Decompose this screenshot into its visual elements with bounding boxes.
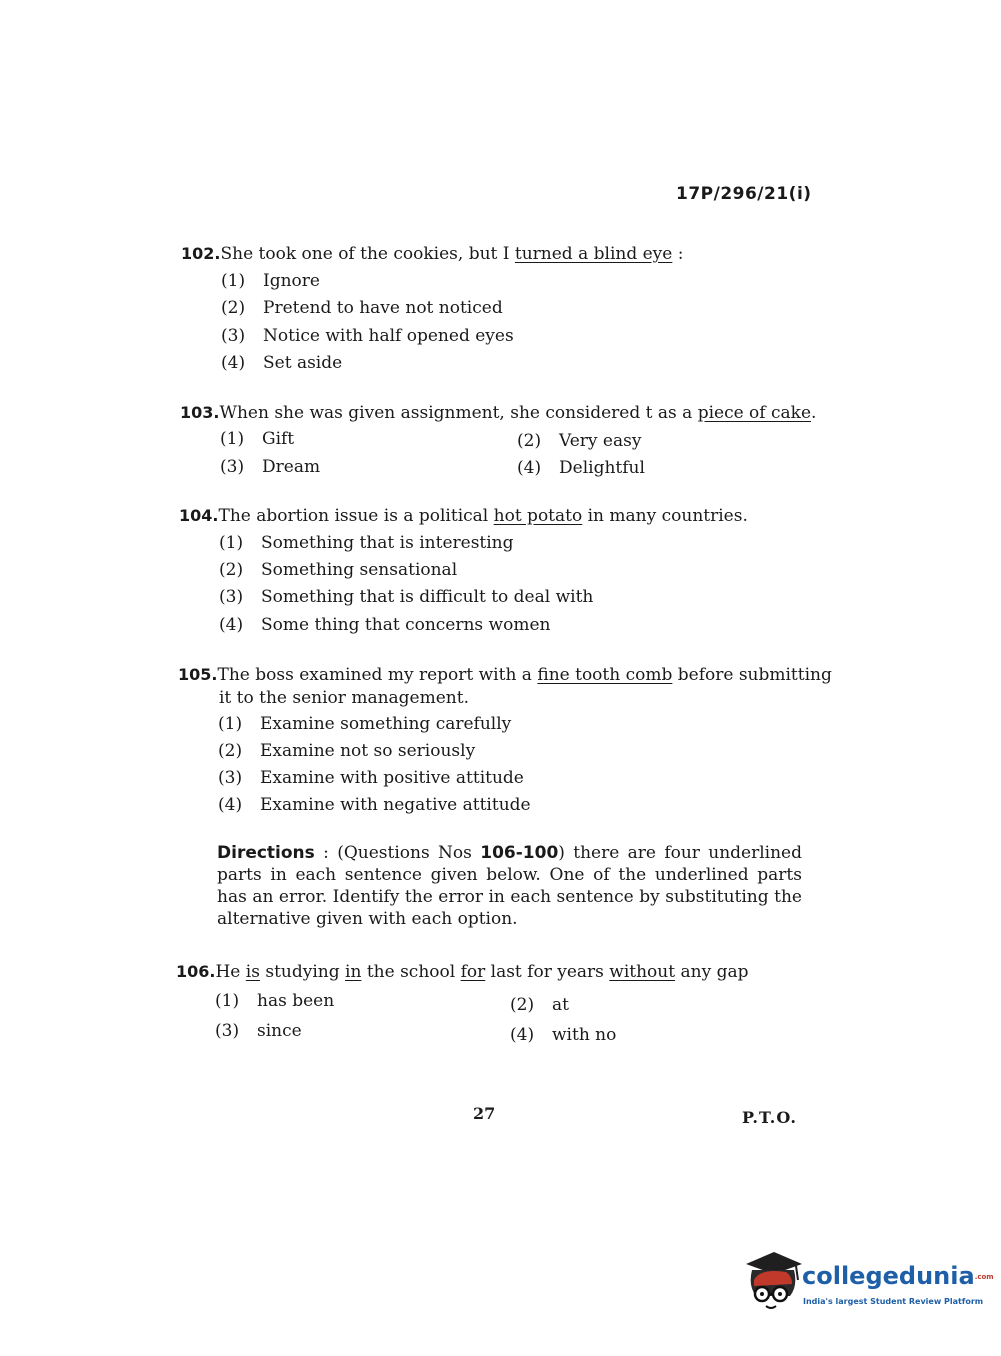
option-3: [220, 456, 320, 478]
question-number: 103.: [180, 403, 220, 422]
option-1: [218, 713, 511, 735]
option-text: Examine with negative attitude: [260, 795, 531, 815]
option-number: (1): [218, 714, 243, 734]
option-text: Notice with half opened eyes: [263, 326, 514, 346]
option-text: Set aside: [263, 353, 343, 373]
question-105-line-2: it to the senior management.: [219, 688, 469, 708]
question-number: 104.: [179, 506, 219, 525]
question-text-end: in many countries.: [582, 506, 748, 526]
question-number: 106.: [176, 962, 216, 981]
option-text: Some thing that concerns women: [261, 615, 551, 635]
underlined-phrase: fine tooth comb: [537, 665, 673, 685]
option-text: at: [552, 995, 569, 1015]
option-number: (3): [218, 768, 243, 788]
option-text: has been: [257, 991, 335, 1011]
question-text: She took one of the cookies, but I: [220, 244, 515, 264]
option-3: [219, 586, 593, 608]
option-number: (1): [215, 991, 240, 1011]
question-text-end: before submitting: [672, 665, 832, 685]
option-number: (1): [221, 271, 246, 291]
underlined-phrase: piece of cake: [697, 403, 812, 423]
directions-range: 106-100: [480, 843, 559, 863]
question-text-end: .: [811, 403, 817, 423]
option-text: Something that is interesting: [261, 533, 514, 553]
underlined-part-c: for: [460, 962, 486, 982]
question-number: 102.: [181, 244, 221, 263]
option-number: (3): [220, 457, 245, 477]
option-text: with no: [552, 1025, 617, 1045]
option-4: [517, 457, 645, 479]
option-text: Ignore: [263, 271, 320, 291]
page-number: 27: [473, 1104, 496, 1123]
question-105: [178, 664, 832, 686]
option-1: [221, 270, 320, 292]
directions-text: ) there are four underlined parts in each sentence given below. One of the underlined parts has an error. Identify the error in each sentence by substituting the alternative given with each option.: [217, 843, 803, 929]
underlined-phrase: turned a blind eye: [514, 244, 673, 264]
option-number: (3): [215, 1021, 240, 1041]
underlined-phrase: hot potato: [493, 506, 583, 526]
option-text: Something that is difficult to deal with: [261, 587, 594, 607]
option-4: [219, 614, 550, 636]
question-text: When she was given assignment, she considered t as a: [219, 403, 698, 423]
option-text: Pretend to have not noticed: [263, 298, 503, 318]
option-3: [221, 325, 514, 347]
option-3: [218, 767, 524, 789]
option-number: (1): [219, 533, 244, 553]
option-2: [517, 430, 641, 452]
option-number: (3): [221, 326, 246, 346]
option-number: (3): [219, 587, 244, 607]
question-text-end: :: [672, 244, 684, 264]
question-text: the school: [361, 962, 461, 982]
directions: [217, 842, 802, 930]
underlined-part-b: in: [345, 962, 362, 982]
question-text: The abortion issue is a political: [218, 506, 494, 526]
question-102: [181, 243, 684, 265]
question-text: last for years: [485, 962, 610, 982]
option-text: since: [257, 1021, 302, 1041]
option-number: (4): [517, 458, 542, 478]
question-103: [180, 402, 816, 424]
option-text: Gift: [262, 429, 295, 449]
option-number: (2): [219, 560, 244, 580]
option-3: [215, 1020, 302, 1042]
underlined-part-a: is: [245, 962, 260, 982]
option-1: [219, 532, 514, 554]
option-number: (2): [221, 298, 246, 318]
option-text: Something sensational: [261, 560, 458, 580]
directions-lead: : (Questions Nos: [314, 843, 481, 863]
option-1: [215, 990, 334, 1012]
brand-dotcom: .com: [974, 1273, 994, 1281]
option-number: (4): [221, 353, 246, 373]
option-text: Very easy: [559, 431, 642, 451]
underlined-part-d: without: [609, 962, 676, 982]
question-text: any gap: [675, 962, 749, 982]
brand-tagline: India's largest Student Review Platform: [803, 1297, 984, 1306]
option-text: Delightful: [559, 458, 645, 478]
option-text: Examine not so seriously: [260, 741, 476, 761]
option-text: Dream: [262, 457, 321, 477]
option-text: Examine with positive attitude: [260, 768, 524, 788]
mascot-icon: [742, 1250, 804, 1320]
question-106: [176, 961, 748, 983]
option-2: [219, 559, 457, 581]
question-104: [179, 505, 748, 527]
question-number: 105.: [178, 665, 218, 684]
question-text: studying: [259, 962, 346, 982]
option-2: [218, 740, 475, 762]
option-1: [220, 428, 294, 450]
option-2: [221, 297, 503, 319]
option-number: (1): [220, 429, 245, 449]
pto-label: P.T.O.: [742, 1108, 797, 1127]
option-number: (4): [219, 615, 244, 635]
option-number: (4): [510, 1025, 535, 1045]
question-text: He: [215, 962, 246, 982]
question-text: The boss examined my report with a: [217, 665, 538, 685]
brand-name: [802, 1262, 994, 1290]
option-text: Examine something carefully: [260, 714, 512, 734]
option-number: (2): [510, 995, 535, 1015]
option-4: [510, 1024, 616, 1046]
option-4: [218, 794, 531, 816]
brand-text: collegedunia: [802, 1262, 975, 1290]
option-4: [221, 352, 342, 374]
option-number: (2): [517, 431, 542, 451]
option-number: (2): [218, 741, 243, 761]
option-2: [510, 994, 569, 1016]
option-number: (4): [218, 795, 243, 815]
paper-code: 17P/296/21(i): [676, 184, 812, 204]
directions-label: Directions: [217, 843, 315, 863]
